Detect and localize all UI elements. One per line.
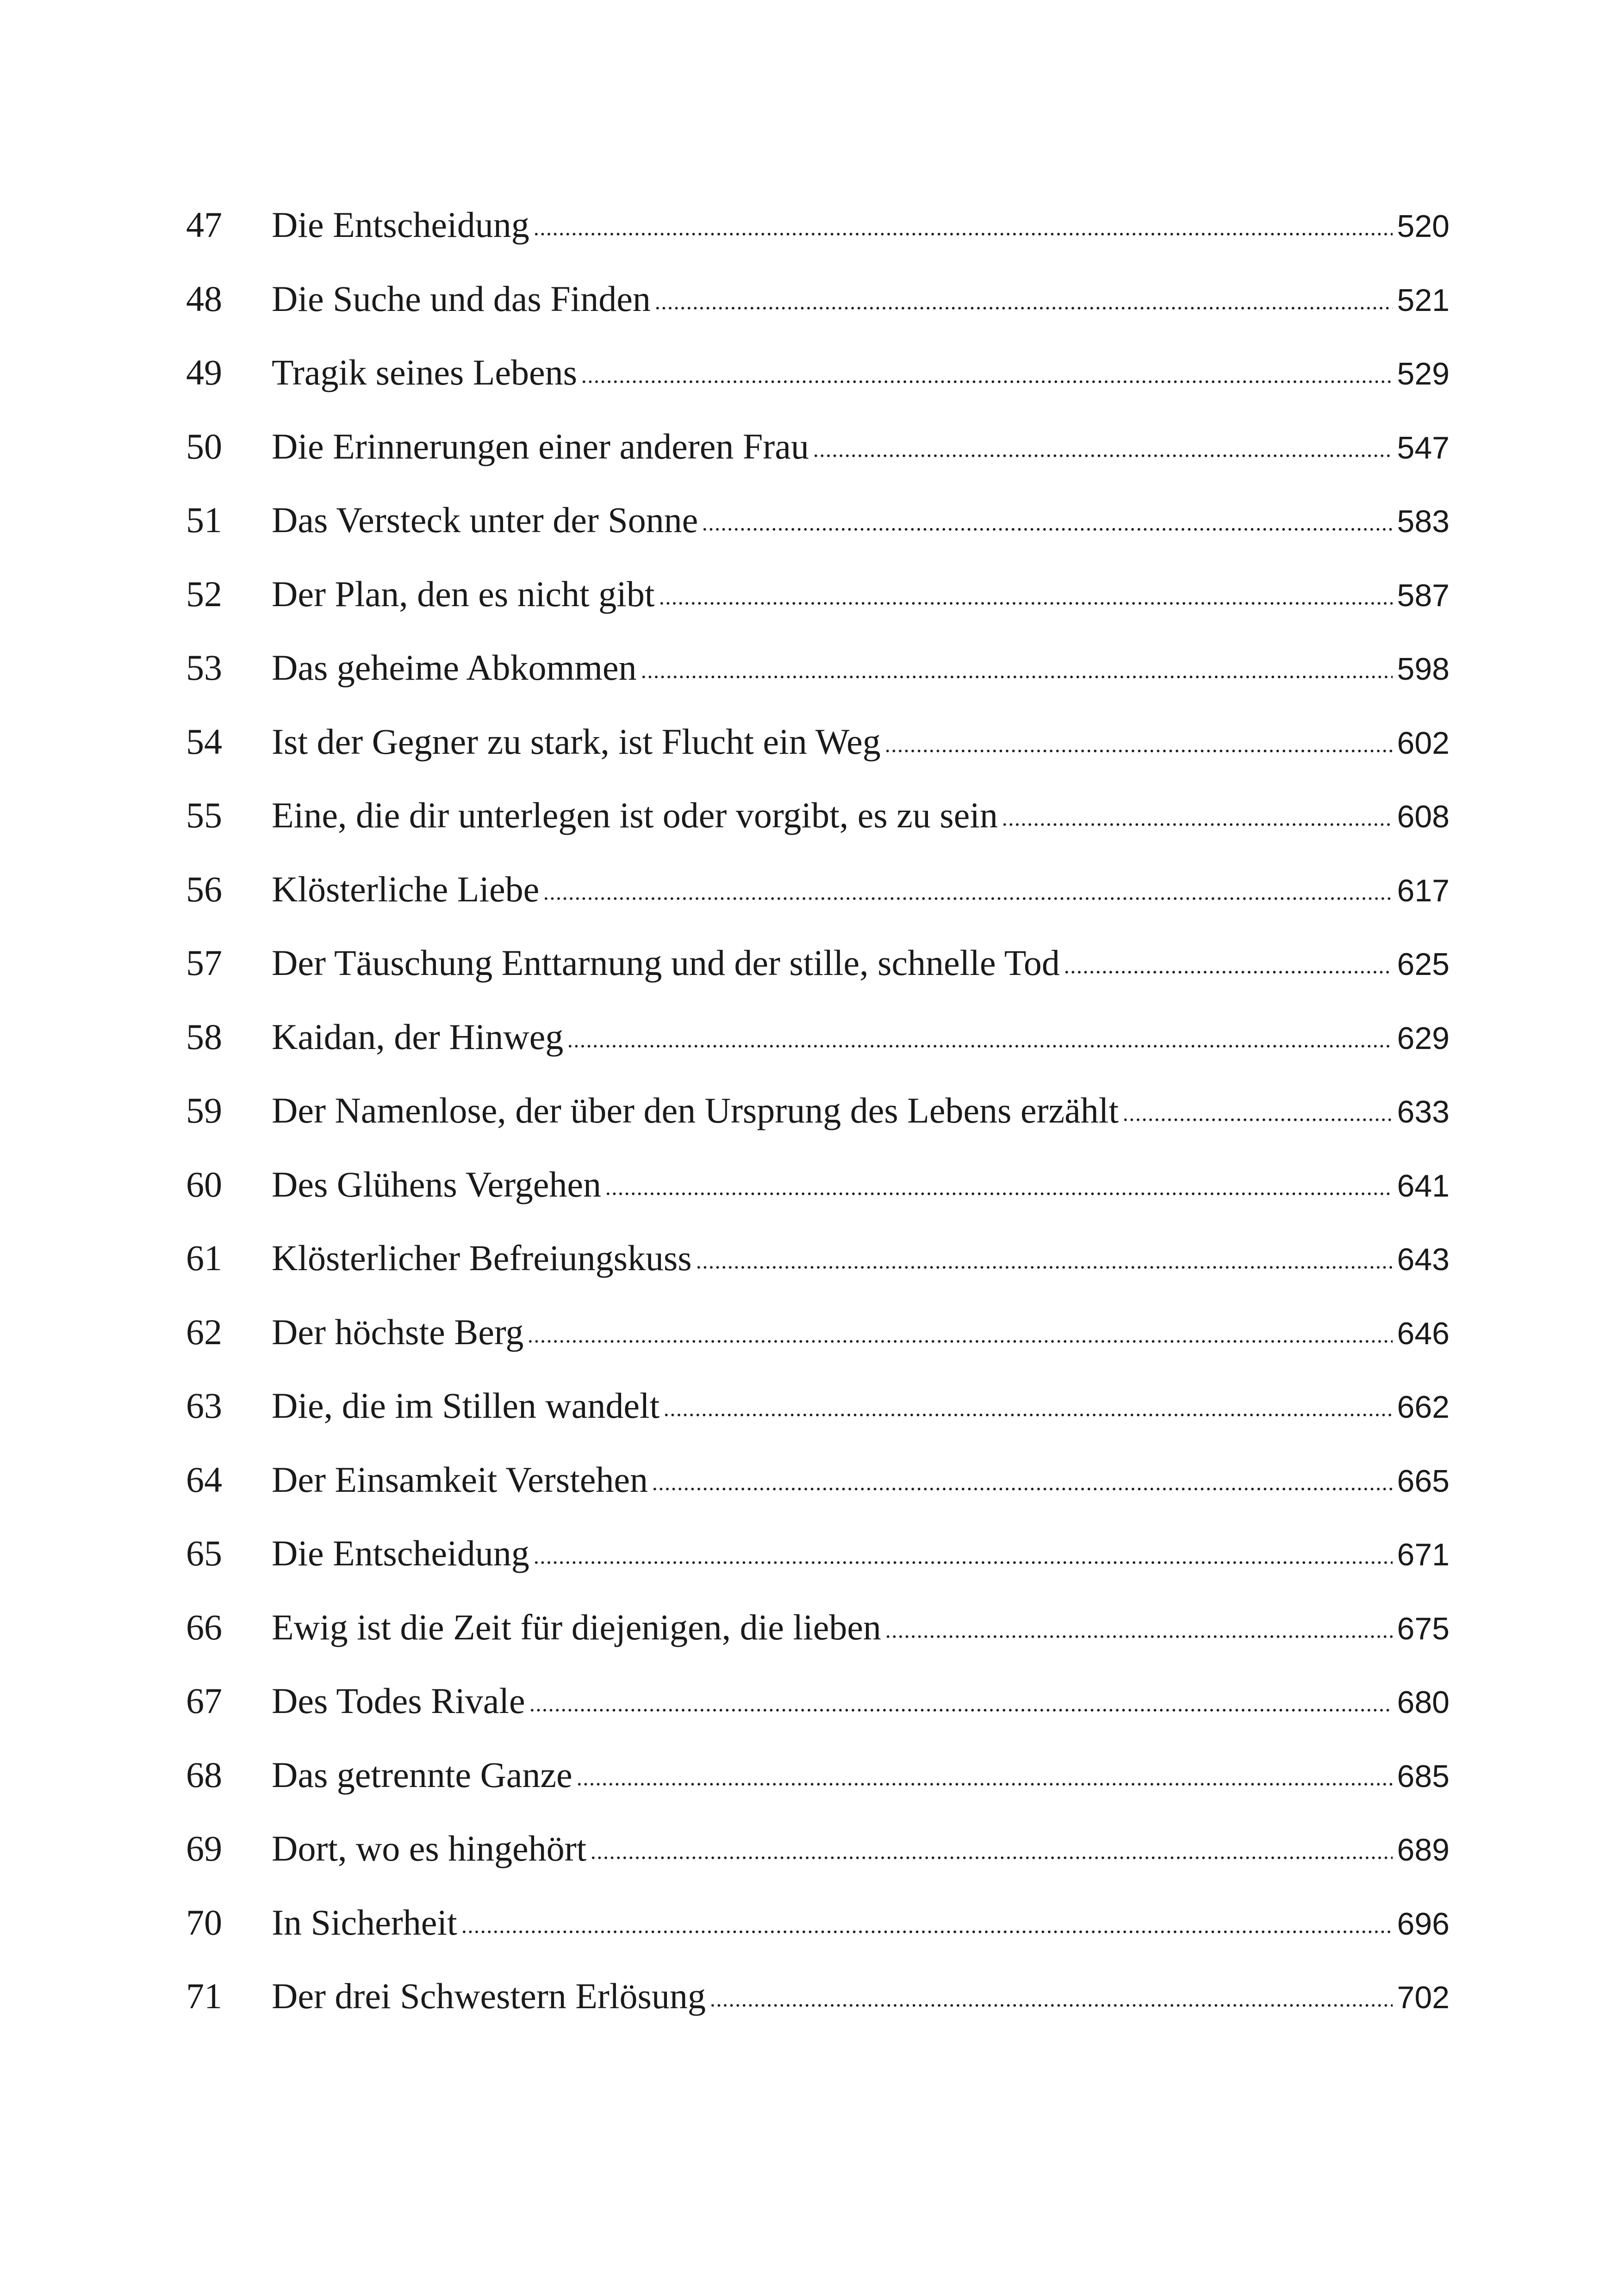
chapter-title: Dort, wo es hingehört [272, 1828, 587, 1868]
page-number: 641 [1397, 1168, 1450, 1204]
chapter-title: Die Entscheidung [272, 1533, 529, 1573]
page-number: 598 [1397, 652, 1450, 687]
dot-leader [590, 1856, 1392, 1860]
dot-leader [709, 2004, 1393, 2007]
chapter-number: 63 [186, 1385, 222, 1426]
page-number: 617 [1397, 873, 1450, 908]
chapter-title: Klösterliche Liebe [272, 869, 540, 909]
toc-entry [186, 410, 1450, 484]
chapter-title: Eine, die dir unterlegen ist oder vorgibt, es zu sein [272, 795, 998, 835]
chapter-number: 50 [186, 426, 222, 466]
toc-entry [186, 1148, 1450, 1222]
chapter-number: 62 [186, 1311, 222, 1352]
dot-leader [659, 602, 1393, 605]
chapter-number: 53 [186, 647, 222, 688]
chapter-title: Die Entscheidung [272, 205, 529, 245]
chapter-number: 54 [186, 721, 222, 762]
dot-leader [813, 454, 1393, 458]
toc-entry [186, 1000, 1450, 1074]
chapter-number: 55 [186, 795, 222, 835]
chapter-title: In Sicherheit [272, 1902, 457, 1942]
toc-entry [186, 705, 1450, 779]
dot-leader [884, 749, 1393, 753]
chapter-title: Der Plan, den es nicht gibt [272, 573, 655, 614]
dot-leader [1002, 823, 1393, 826]
chapter-number: 67 [186, 1681, 222, 1721]
page-number: 671 [1397, 1537, 1450, 1572]
chapter-title: Die Suche und das Finden [272, 278, 651, 319]
table-of-contents [186, 188, 1450, 2033]
chapter-title: Tragik seines Lebens [272, 352, 578, 392]
toc-entry [186, 1812, 1450, 1886]
page-number: 625 [1397, 947, 1450, 982]
dot-leader [533, 1561, 1393, 1564]
chapter-number: 70 [186, 1902, 222, 1942]
dot-leader [533, 232, 1393, 236]
toc-entry [186, 262, 1450, 336]
toc-entry [186, 631, 1450, 705]
page-number: 602 [1397, 725, 1450, 761]
chapter-number: 51 [186, 500, 222, 540]
dot-leader [663, 1413, 1392, 1417]
page-number: 643 [1397, 1242, 1450, 1277]
page-number: 696 [1397, 1906, 1450, 1942]
toc-entry [186, 1295, 1450, 1369]
page-number: 685 [1397, 1758, 1450, 1794]
toc-entry [186, 188, 1450, 262]
page-number: 680 [1397, 1685, 1450, 1720]
dot-leader [527, 1340, 1392, 1343]
dot-leader [1064, 970, 1393, 974]
chapter-number: 69 [186, 1828, 222, 1868]
page-number: 547 [1397, 430, 1450, 465]
toc-entry [186, 926, 1450, 1000]
chapter-title: Des Glühens Vergehen [272, 1164, 601, 1204]
chapter-title: Ist der Gegner zu stark, ist Flucht ein Weg [272, 721, 881, 762]
page-number: 583 [1397, 504, 1450, 539]
chapter-title: Der Täuschung Enttarnung und der stille, schnelle Tod [272, 943, 1060, 983]
toc-entry [186, 1738, 1450, 1812]
dot-leader [885, 1635, 1393, 1638]
toc-entry [186, 1516, 1450, 1590]
page-number: 646 [1397, 1316, 1450, 1351]
chapter-number: 59 [186, 1090, 222, 1130]
toc-entry [186, 335, 1450, 410]
chapter-number: 47 [186, 205, 222, 245]
page-number: 520 [1397, 209, 1450, 244]
dot-leader [696, 1266, 1393, 1269]
chapter-title: Das geheime Abkommen [272, 647, 637, 688]
page-number: 689 [1397, 1832, 1450, 1868]
chapter-number: 64 [186, 1459, 222, 1500]
chapter-number: 60 [186, 1164, 222, 1204]
toc-entry [186, 1590, 1450, 1664]
dot-leader [581, 380, 1393, 384]
chapter-title: Das Versteck unter der Sonne [272, 500, 698, 540]
toc-entry [186, 778, 1450, 852]
toc-entry [186, 1886, 1450, 1960]
chapter-number: 57 [186, 943, 222, 983]
chapter-number: 71 [186, 1976, 222, 2016]
chapter-number: 49 [186, 352, 222, 392]
toc-entry [186, 1664, 1450, 1738]
chapter-title: Die, die im Stillen wandelt [272, 1385, 660, 1426]
dot-leader [641, 675, 1393, 679]
toc-entry [186, 1221, 1450, 1295]
page-number: 665 [1397, 1463, 1450, 1499]
page-number: 608 [1397, 799, 1450, 834]
chapter-title: Der höchste Berg [272, 1311, 524, 1352]
toc-entry [186, 483, 1450, 557]
chapter-number: 52 [186, 573, 222, 614]
dot-leader [702, 527, 1392, 531]
chapter-title: Der Einsamkeit Verstehen [272, 1459, 648, 1500]
dot-leader [529, 1708, 1393, 1712]
toc-entry [186, 1443, 1450, 1517]
page-number: 702 [1397, 1980, 1450, 2015]
chapter-title: Das getrennte Ganze [272, 1754, 573, 1795]
page-number: 629 [1397, 1020, 1450, 1056]
page-number: 587 [1397, 577, 1450, 613]
chapter-number: 61 [186, 1238, 222, 1278]
dot-leader [1122, 1118, 1392, 1122]
chapter-number: 56 [186, 869, 222, 909]
chapter-number: 48 [186, 278, 222, 319]
page-number: 675 [1397, 1611, 1450, 1646]
chapter-title: Kaidan, der Hinweg [272, 1016, 564, 1057]
chapter-title: Der Namenlose, der über den Ursprung des Lebens erzählt [272, 1090, 1119, 1130]
dot-leader [652, 1487, 1393, 1491]
chapter-number: 65 [186, 1533, 222, 1573]
toc-entry [186, 1074, 1450, 1148]
dot-leader [576, 1782, 1393, 1786]
page-number: 529 [1397, 356, 1450, 391]
dot-leader [461, 1930, 1393, 1934]
chapter-title: Klösterlicher Befreiungskuss [272, 1238, 692, 1278]
page-number: 662 [1397, 1390, 1450, 1425]
chapter-title: Der drei Schwestern Erlösung [272, 1976, 706, 2016]
dot-leader [605, 1192, 1393, 1196]
chapter-title: Ewig ist die Zeit für diejenigen, die lieben [272, 1607, 881, 1647]
dot-leader [567, 1044, 1392, 1048]
chapter-number: 68 [186, 1754, 222, 1795]
chapter-number: 58 [186, 1016, 222, 1057]
chapter-number: 66 [186, 1607, 222, 1647]
dot-leader [654, 306, 1393, 310]
chapter-title: Des Todes Rivale [272, 1681, 525, 1721]
page-number: 521 [1397, 282, 1450, 318]
page-number: 633 [1397, 1094, 1450, 1129]
toc-entry [186, 1369, 1450, 1443]
dot-leader [543, 897, 1392, 900]
toc-entry [186, 557, 1450, 631]
toc-entry [186, 852, 1450, 926]
toc-entry [186, 1959, 1450, 2033]
chapter-title: Die Erinnerungen einer anderen Frau [272, 426, 809, 466]
